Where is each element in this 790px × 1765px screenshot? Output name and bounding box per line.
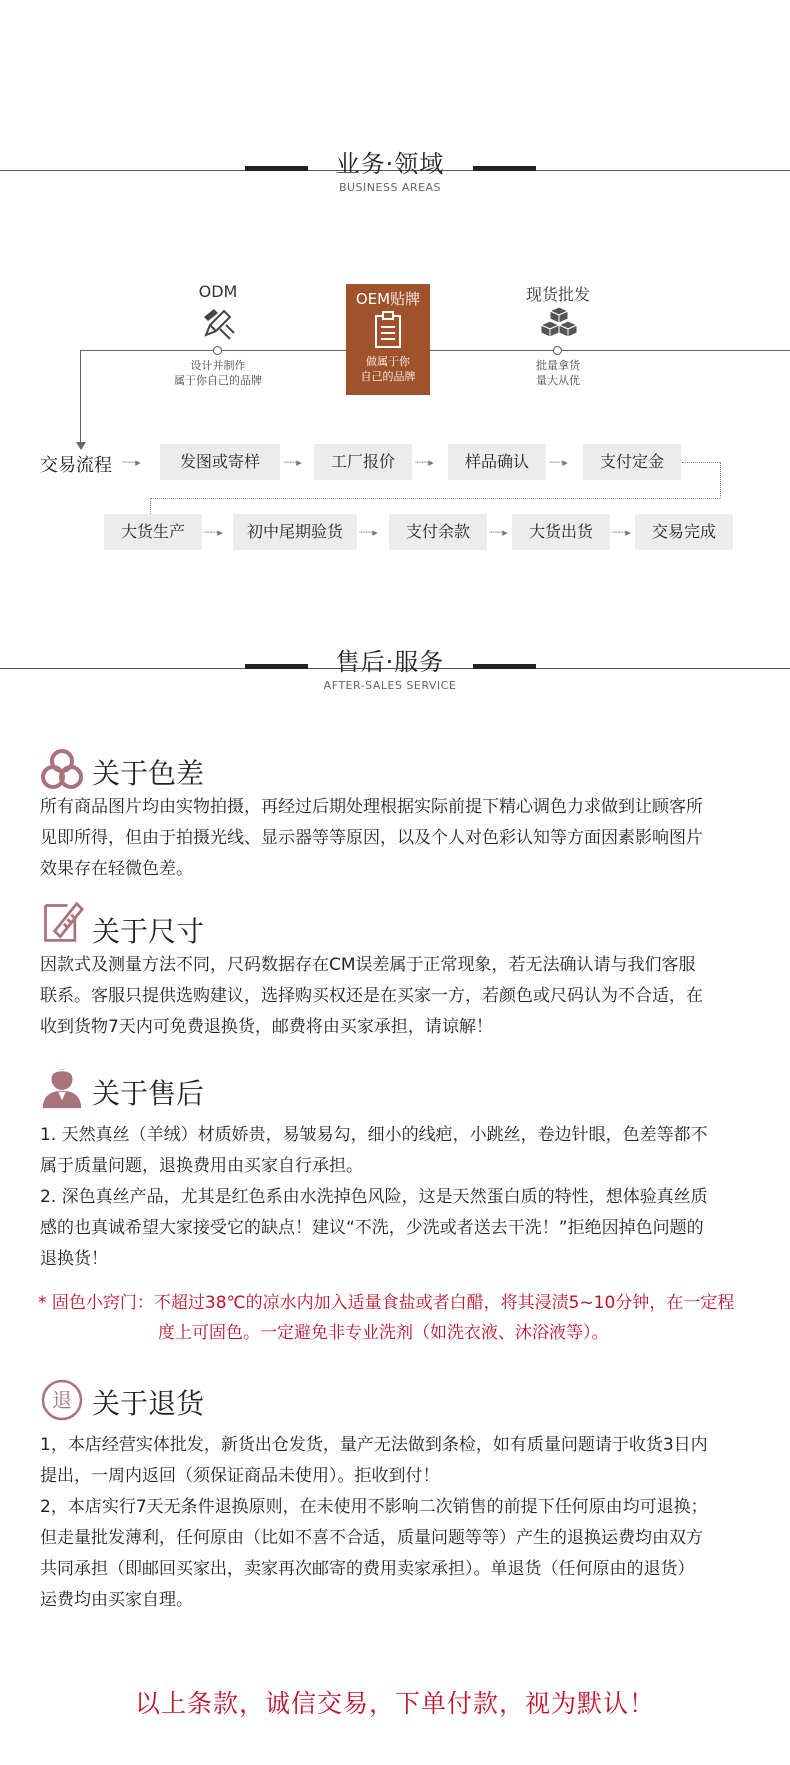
- odm-title: ODM: [198, 282, 238, 301]
- wholesale-title: 现货批发: [525, 285, 590, 304]
- size-text: [40, 950, 752, 1043]
- process-step-send-sample: 发图或寄样: [160, 444, 280, 480]
- process-arrow-5: ┈┈▸: [359, 526, 378, 539]
- pencil-ruler-icon: [200, 305, 236, 341]
- aftersales-title: 售后·服务: [335, 648, 445, 676]
- business-connector-arrow: [76, 442, 86, 450]
- process-step-inspection: 初中尾期验货: [233, 514, 357, 550]
- business-subtitle: BUSINESS AREAS: [338, 181, 442, 194]
- process-arrow-2: ┈┈▸: [415, 456, 434, 469]
- color-fix-tip-line-2: 度上可固色。一定避免非专业洗剂（如洗衣液、沐浴液等）。: [158, 1323, 609, 1343]
- returns-heading: 关于退货: [92, 1387, 205, 1420]
- process-label: 交易流程: [40, 455, 112, 476]
- size-line-3: 收到货物7天内可免费退换货，邮费将由买家承担，请谅解！: [40, 1017, 493, 1037]
- returns-line-5: 共同承担（即邮回买家出，卖家再次邮寄的费用卖家承担）。单退货（任何原由的退货）: [40, 1559, 695, 1579]
- process-arrow-7: ┈┈▸: [612, 526, 631, 539]
- process-connector-right: [720, 462, 721, 498]
- process-step-balance: 支付余款: [389, 514, 487, 550]
- service-agent-icon: [40, 1066, 84, 1110]
- return-badge-char: 退: [52, 1388, 72, 1412]
- returns-line-4: 但走量批发薄利，任何原由（比如不喜不合适，质量问题等等）产生的退换运费均由双方: [40, 1528, 703, 1548]
- aftersales-subtitle: AFTER-SALES SERVICE: [323, 679, 457, 692]
- service-line-4: 感的也真诚希望大家接受它的缺点！建议“不洗，少洗或者送去干洗！”拒绝因掉色问题的: [40, 1218, 704, 1238]
- service-line-1: 1. 天然真丝（羊绒）材质娇贵，易皱易勾，细小的线疤，小跳丝，卷边针眼，色差等都不: [40, 1125, 708, 1145]
- odm-desc-2: 属于你自己的品牌: [174, 374, 262, 387]
- oem-card: [346, 284, 430, 395]
- business-connector-line: [80, 350, 790, 351]
- wholesale-desc-1: 批量拿货: [536, 359, 580, 372]
- size-heading: 关于尺寸: [92, 915, 205, 948]
- process-connector-top: [682, 462, 720, 463]
- oem-desc-1: 做属于你: [366, 355, 410, 368]
- returns-line-2: 提出，一周内返回（须保证商品未使用）。拒收到付！: [40, 1466, 440, 1486]
- process-arrow-6: ┈┈▸: [489, 526, 508, 539]
- process-step-deposit: 支付定金: [583, 444, 681, 480]
- odm-desc-1: 设计并制作: [190, 359, 246, 372]
- color-diff-line-3: 效果存在轻微色差。: [40, 859, 193, 879]
- size-line-2: 联系。客服只提供选购建议，选择购买权还是在买家一方，若颜色或尺码认为不合适，在: [40, 986, 703, 1006]
- process-step-quote: 工厂报价: [314, 444, 412, 480]
- color-diff-line-1: 所有商品图片均由实物拍摄，再经过后期处理根据实际前提下精心调色力求做到让顾客所: [40, 797, 703, 817]
- returns-line-3: 2，本店实行7天无条件退换原则，在未使用不影响二次销售的前提下任何原由均可退换；: [40, 1497, 708, 1517]
- business-title: 业务·领域: [335, 150, 445, 178]
- process-connector-bottom: [150, 498, 720, 499]
- process-step-sample-confirm: 样品确认: [448, 444, 546, 480]
- color-diff-heading: 关于色差: [92, 757, 205, 790]
- wholesale-desc-2: 量大从优: [536, 374, 580, 387]
- service-line-2: 属于质量问题，退换费用由买家自行承担。: [40, 1156, 363, 1176]
- ruler-icon: [40, 900, 84, 944]
- color-diff-text: [40, 792, 752, 885]
- color-circles-icon: [40, 748, 84, 792]
- process-step-complete: 交易完成: [635, 514, 733, 550]
- oem-title: OEM贴牌: [355, 290, 421, 308]
- process-arrow-4: ┈┈▸: [204, 526, 223, 539]
- clipboard-icon: [373, 311, 403, 349]
- final-note: 以上条款，诚信交易，下单付款，视为默认！: [134, 1689, 655, 1718]
- process-step-production: 大货生产: [104, 514, 202, 550]
- return-badge-icon: [40, 1378, 84, 1422]
- odm-dot: [213, 346, 222, 355]
- service-line-5: 退换货！: [40, 1249, 108, 1269]
- process-connector-left: [150, 498, 151, 514]
- color-fix-tip: [38, 1288, 754, 1348]
- boxes-icon: [540, 305, 578, 339]
- returns-text: [40, 1430, 752, 1616]
- size-line-1: 因款式及测量方法不同，尺码数据存在CM误差属于正常现象，若无法确认请与我们客服: [40, 955, 696, 975]
- service-text: [40, 1120, 752, 1275]
- process-arrow-1: ┈┈▸: [283, 456, 302, 469]
- color-fix-tip-line-1: * 固色小窍门：不超过38℃的凉水内加入适量食盐或者白醋，将其浸渍5~10分钟，在一定程: [38, 1293, 735, 1313]
- oem-desc-2: 自己的品牌: [360, 370, 416, 383]
- service-heading: 关于售后: [92, 1077, 205, 1110]
- process-arrow-3: ┈┈▸: [549, 456, 568, 469]
- returns-line-6: 运费均由买家自理。: [40, 1590, 193, 1610]
- process-step-shipment: 大货出货: [512, 514, 610, 550]
- service-line-3: 2. 深色真丝产品，尤其是红色系由水洗掉色风险，这是天然蛋白质的特性，想体验真丝质: [40, 1187, 708, 1207]
- wholesale-dot: [553, 346, 562, 355]
- process-arrow-0: ┈┈▸: [122, 456, 141, 469]
- returns-line-1: 1，本店经营实体批发，新货出仓发货，量产无法做到条检，如有质量问题请于收货3日内: [40, 1435, 708, 1455]
- business-connector-down: [80, 350, 81, 444]
- color-diff-line-2: 见即所得，但由于拍摄光线、显示器等等原因，以及个人对色彩认知等方面因素影响图片: [40, 828, 703, 848]
